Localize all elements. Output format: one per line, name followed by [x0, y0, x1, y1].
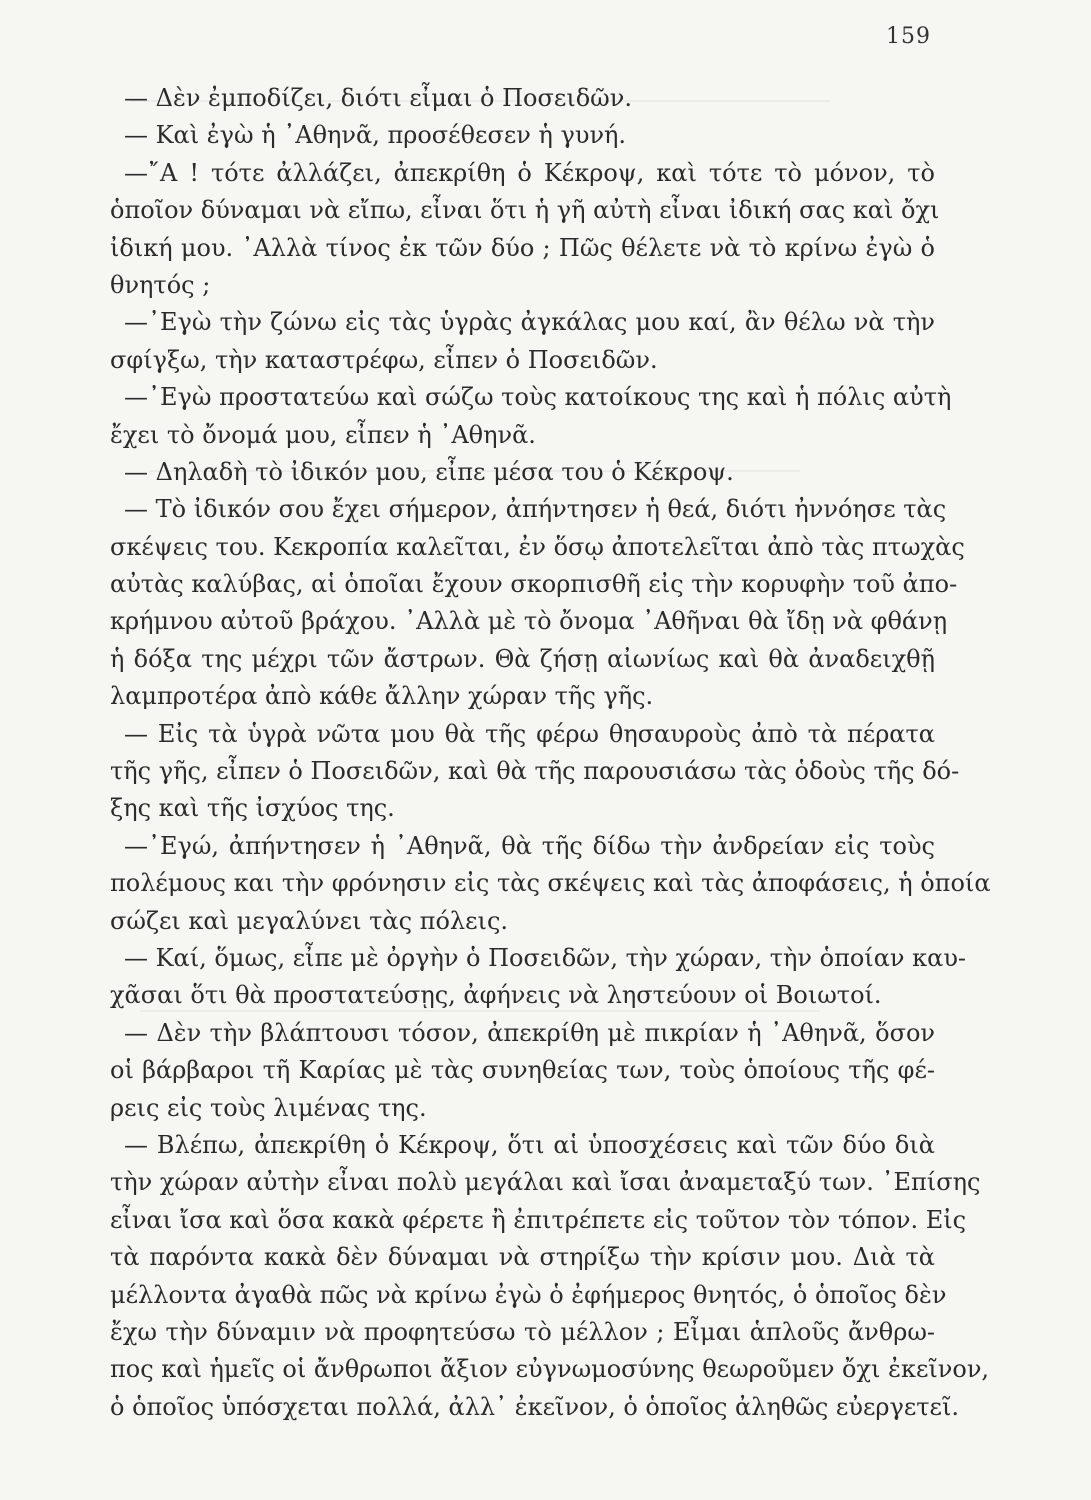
text-line: τὴν χώραν αὐτὴν εἶναι πολὺ μεγάλαι καὶ ἴσαι ἀναμεταξύ των. ᾿Επίσης	[110, 1168, 981, 1197]
text-line: — Καὶ ἐγὼ ἡ ᾿Αθηνᾶ, προσέθεσεν ἡ γυνή.	[124, 121, 627, 150]
text-line: — Εἰς τὰ ὑγρὰ νῶτα μου θὰ τῆς φέρω θησαυροὺς ἀπὸ τὰ πέρατα	[124, 719, 935, 748]
text-line: θνητός ;	[110, 270, 211, 299]
text-line: —᾿Εγώ, ἀπήντησεν ἡ ᾿Αθηνᾶ, θὰ τῆς δίδω τὴν ἀνδρείαν εἰς τοὺς	[124, 831, 935, 860]
text-line: —᾿Εγὼ τὴν ζώνω εἰς τὰς ὑγρὰς ἀγκάλας μου καί, ἂν θέλω νὰ τὴν	[124, 308, 935, 337]
text-line: τῆς γῆς, εἶπεν ὁ Ποσειδῶν, καὶ θὰ τῆς παρουσιάσω τὰς ὁδοὺς τῆς δό-	[110, 757, 960, 786]
text-line: ξης καὶ τῆς ἰσχύος της.	[110, 794, 395, 823]
page-number: 159	[886, 24, 931, 49]
text-line: χᾶσαι ὅτι θὰ προστατεύσῃς, ἀφήνεις νὰ ληστεύουν οἱ Βοιωτοί.	[110, 981, 882, 1010]
text-line: — Δὲν τὴν βλάπτουσι τόσον, ἀπεκρίθη μὲ πικρίαν ἡ ᾿Αθηνᾶ, ὅσον	[124, 1018, 935, 1047]
text-line: σώζει καὶ μεγαλύνει τὰς πόλεις.	[110, 906, 509, 935]
text-line: αὐτὰς καλύβας, αἱ ὁποῖαι ἔχουν σκορπισθῆ εἰς τὴν κορυφὴν τοῦ ἀπο-	[110, 570, 958, 599]
text-line: —᾿Εγὼ προστατεύω καὶ σώζω τοὺς κατοίκους της καὶ ἡ πόλις αὐτὴ	[124, 383, 952, 412]
text-line: πος καὶ ἡμεῖς οἱ ἄνθρωποι ἄξιον εὐγνωμοσύνης θεωροῦμεν ὄχι ἐκεῖνον,	[110, 1355, 990, 1384]
text-line: πολέμους και τὴν φρόνησιν εἰς τὰς σκέψεις καὶ τὰς ἀποφάσεις, ἡ ὁποία	[110, 869, 991, 898]
text-line: σκέψεις του. Κεκροπία καλεῖται, ἐν ὅσῳ ἀποτελεῖται ἀπὸ τὰς πτωχὰς	[110, 532, 965, 561]
text-line: τὰ παρόντα κακὰ δὲν δύναμαι νὰ στηρίξω τὴν κρίσιν μου. Διὰ τὰ	[110, 1243, 935, 1272]
text-line: ἔχει τὸ ὄνομά μου, εἶπεν ἡ ᾿Αθηνᾶ.	[110, 420, 536, 449]
text-line: κρήμνου αὐτοῦ βράχου. ᾿Αλλὰ μὲ τὸ ὄνομα ᾿Αθῆναι θὰ ἴδῃ νὰ φθάνῃ	[110, 607, 948, 636]
text-line: — Βλέπω, ἀπεκρίθη ὁ Κέκροψ, ὅτι αἱ ὑποσχέσεις καὶ τῶν δύο διὰ	[124, 1130, 935, 1159]
text-line: — Δὲν ἐμποδίζει, διότι εἶμαι ὁ Ποσειδῶν.	[124, 84, 632, 112]
text-line: ρεις εἰς τοὺς λιμένας της.	[110, 1093, 427, 1122]
text-line: εἶναι ἴσα καὶ ὅσα κακὰ φέρετε ἢ ἐπιτρέπετε εἰς τοῦτον τὸν τόπον. Εἰς	[110, 1205, 967, 1234]
text-line: μέλλοντα ἀγαθὰ πῶς νὰ κρίνω ἐγὼ ὁ ἐφήμερος θνητός, ὁ ὁποῖος δὲν	[110, 1280, 947, 1309]
text-line: λαμπροτέρα ἀπὸ κάθε ἄλλην χώραν τῆς γῆς.	[110, 682, 654, 711]
text-line: — Τὸ ἰδικόν σου ἔχει σήμερον, ἀπήντησεν ἡ θεά, διότι ἠννόησε τὰς	[124, 495, 947, 524]
text-line: οἱ βάρβαροι τῆ Καρίας μὲ τὰς συνηθείας των, τοὺς ὁποίους τῆς φέ-	[110, 1056, 935, 1085]
text-line: ὁποῖον δύναμαι νὰ εἴπω, εἶναι ὅτι ἡ γῆ αὐτὴ εἶναι ἰδική σας καὶ ὄχι	[110, 196, 940, 225]
text-line: ἰδική μου. ᾿Αλλὰ τίνος ἐκ τῶν δύο ; Πῶς θέλετε νὰ τὸ κρίνω ἐγὼ ὁ	[110, 233, 935, 262]
text-body	[110, 80, 991, 1426]
text-line: ἔχω τὴν δύναμιν νὰ προφητεύσω τὸ μέλλον ; Εἶμαι ἁπλοῦς ἄνθρω-	[110, 1317, 935, 1346]
text-line: — Δηλαδὴ τὸ ἰδικόν μου, εἶπε μέσα του ὁ Κέκροψ.	[124, 457, 734, 486]
text-line: —῎Α ! τότε ἀλλάζει, ἀπεκρίθη ὁ Κέκροψ, καὶ τότε τὸ μόνον, τὸ	[124, 158, 935, 187]
text-line: ὁ ὁποῖος ὑπόσχεται πολλά, ἀλλ᾿ ἐκεῖνον, ὁ ὁποῖος ἀληθῶς εὐεργετεῖ.	[110, 1392, 960, 1421]
text-line: σφίγξω, τὴν καταστρέφω, εἶπεν ὁ Ποσειδῶν.	[110, 345, 658, 374]
text-line: — Καί, ὅμως, εἶπε μὲ ὀργὴν ὁ Ποσειδῶν, τὴν χώραν, τὴν ὁποίαν καυ-	[124, 943, 967, 972]
text-line: ἡ δόξα της μέχρι τῶν ἄστρων. Θὰ ζήσῃ αἰωνίως καὶ θὰ ἀναδειχθῇ	[110, 644, 935, 673]
